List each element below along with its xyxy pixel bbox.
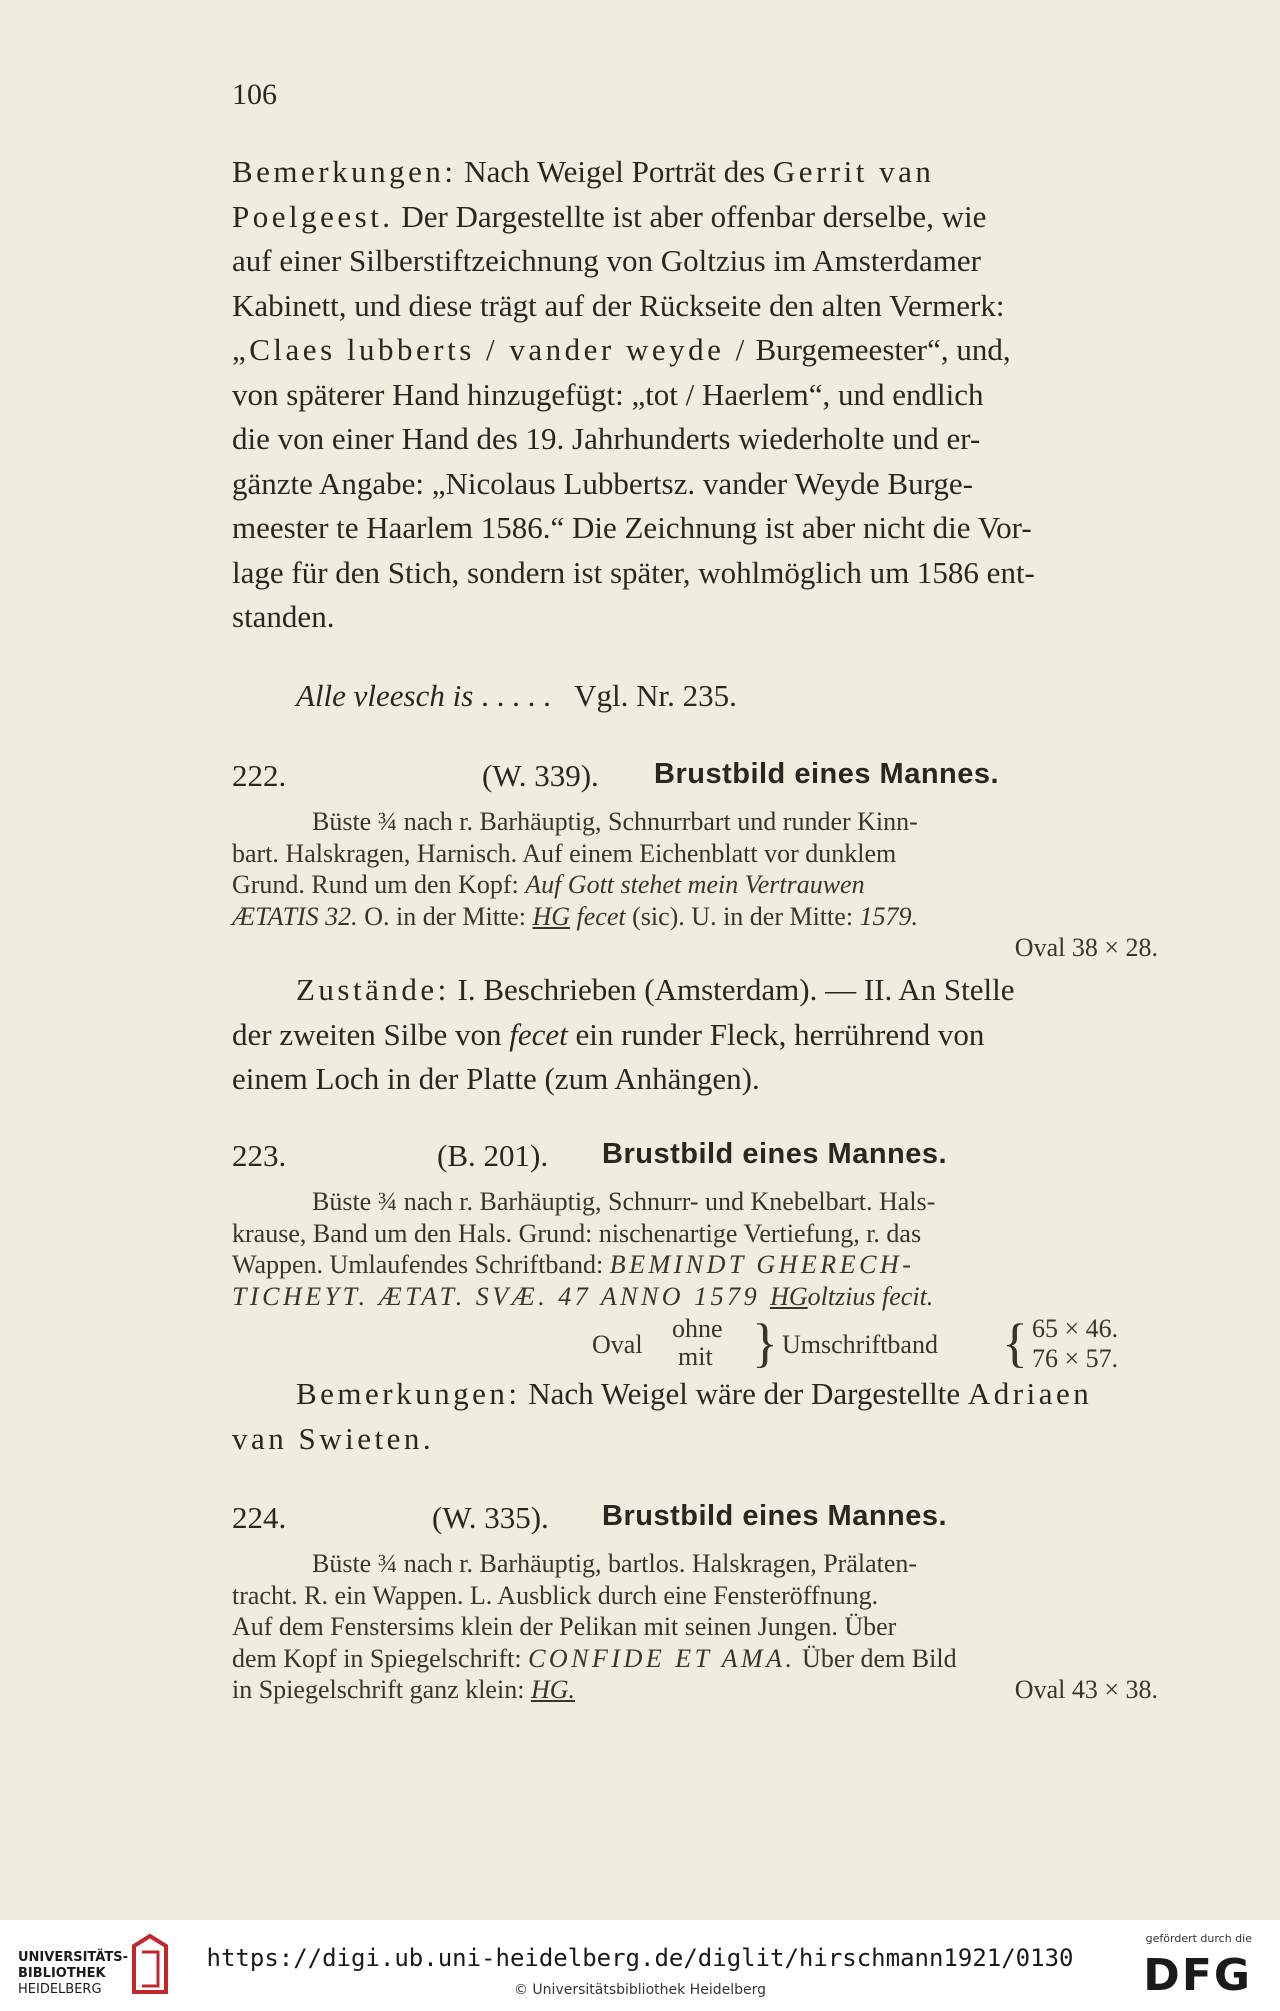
- text-line: Bemerkungen: Nach Weigel wäre der Dargestellte Adriaen: [296, 1376, 1093, 1411]
- text-line: van Swieten.: [232, 1420, 435, 1456]
- text-line: krause, Band um den Hals. Grund: nischenartige Vertiefung, r. das: [232, 1218, 922, 1248]
- dimensions: Oval 43 × 38.: [1014, 1675, 1158, 1704]
- text-line: „Claes lubberts / vander weyde / Burgemeester“, und,: [232, 332, 1011, 367]
- text-line: Grund. Rund um den Kopf: Auf Gott stehet mein Vertrauwen: [232, 870, 865, 899]
- cross-reference: Alle vleesch is . . . . . Vgl. Nr. 235.: [296, 678, 737, 713]
- dimensions: Oval 38 × 28.: [1014, 933, 1158, 962]
- text-line: lage für den Stich, sondern ist später, wohlmöglich um 1586 ent-: [232, 554, 1035, 590]
- entry-reference: (W. 339).: [482, 758, 599, 793]
- text-line: Bemerkungen: Nach Weigel Porträt des Gerrit van: [232, 154, 935, 189]
- text-line: auf einer Silberstiftzeichnung von Goltzius im Amsterdamer: [232, 243, 981, 278]
- inscription: TICHEYT. ÆTAT. SVÆ. 47 ANNO 1579: [232, 1281, 771, 1311]
- text-line: von späterer Hand hinzugefügt: „tot / Haerlem“, und endlich: [232, 376, 984, 412]
- entry-title: Brustbild eines Mannes.: [602, 1500, 948, 1532]
- entry-title: Brustbild eines Mannes.: [654, 758, 1000, 790]
- entry-222-states: [232, 968, 1178, 1102]
- entry-223-heading: [232, 1138, 1178, 1182]
- text-line: Büste ¾ nach r. Barhäuptig, Schnurr- und Knebelbart. Hals-: [312, 1187, 936, 1216]
- dfg-logo: DFG: [1143, 1950, 1252, 2001]
- text-line: ÆTATIS 32. O. in der Mitte: HG fecet (sic). U. in der Mitte: 1579.: [232, 901, 919, 931]
- entry-number: 223.: [232, 1138, 287, 1173]
- entry-224-heading: [232, 1500, 1178, 1544]
- entry-223-dimensions: Oval ohne mit } Umschriftband { 65 × 46. 76 × 57.: [592, 1313, 1119, 1373]
- entry-title: Brustbild eines Mannes.: [602, 1138, 948, 1170]
- monogram: HG: [532, 901, 571, 931]
- entry-224-description: [232, 1548, 1178, 1706]
- text-line: gänzte Angabe: „Nicolaus Lubbertsz. vander Weyde Burge-: [232, 465, 973, 501]
- inscription: ÆTATIS 32.: [232, 901, 358, 931]
- funding-note: gefördert durch die: [1145, 1932, 1252, 1945]
- text-line: meester te Haarlem 1586.“ Die Zeichnung ist aber nicht die Vor-: [232, 510, 1032, 545]
- page-number: 106: [232, 78, 277, 111]
- monogram: HG: [770, 1281, 808, 1311]
- text-line: die von einer Hand des 19. Jahrhunderts wiederholte und er-: [232, 421, 981, 456]
- entry-number: 224.: [232, 1500, 287, 1535]
- entry-223-description: [232, 1186, 1178, 1312]
- text-line: Kabinett, und diese trägt auf der Rückseite den alten Vermerk:: [232, 287, 1005, 323]
- permalink-url[interactable]: https://digi.ub.uni-heidelberg.de/diglit/hirschmann1921/0130: [206, 1944, 1074, 1972]
- inscription: CONFIDE ET AMA.: [528, 1643, 796, 1673]
- text-line: Auf dem Fenstersims klein der Pelikan mit seinen Jungen. Über: [232, 1612, 897, 1641]
- text-line: Wappen. Umlaufendes Schriftband: BEMINDT GHERECH-: [232, 1250, 915, 1279]
- entry-222-heading: [232, 758, 1178, 802]
- entry-number: 222.: [232, 758, 287, 793]
- entry-reference: (W. 335).: [432, 1500, 549, 1535]
- text-line: in Spiegelschrift ganz klein: HG. Oval 43 × 38.: [232, 1675, 1158, 1704]
- text-line: Zustände: I. Beschrieben (Amsterdam). — II. An Stelle: [296, 972, 1015, 1007]
- text-line: einem Loch in der Platte (zum Anhängen).: [232, 1061, 760, 1096]
- entry-reference: (B. 201).: [437, 1138, 549, 1173]
- remarks-paragraph: [232, 150, 1178, 640]
- text-line: dem Kopf in Spiegelschrift: CONFIDE ET AMA. Über dem Bild: [232, 1643, 957, 1673]
- text-line: bart. Halskragen, Harnisch. Auf einem Eichenblatt vor dunklem: [232, 838, 897, 868]
- brace-left-icon: {: [1002, 1313, 1028, 1373]
- entry-222-description: [232, 806, 1178, 964]
- copyright-notice: © Universitätsbibliothek Heidelberg: [513, 1982, 766, 1998]
- brace-right-icon: }: [752, 1313, 778, 1373]
- text-line: tracht. R. ein Wappen. L. Ausblick durch eine Fensteröffnung.: [232, 1580, 879, 1610]
- text-line: Büste ¾ nach r. Barhäuptig, Schnurrbart und runder Kinn-: [312, 807, 918, 836]
- text-line: der zweiten Silbe von fecet ein runder Fleck, herrührend von: [232, 1016, 985, 1052]
- text-line: standen.: [232, 599, 335, 634]
- text-line: Büste ¾ nach r. Barhäuptig, bartlos. Halskragen, Prälaten-: [312, 1549, 918, 1578]
- text-line: TICHEYT. ÆTAT. SVÆ. 47 ANNO 1579 HGoltzius fecit.: [232, 1281, 934, 1311]
- inscription: BEMINDT GHERECH-: [609, 1250, 915, 1279]
- library-logo-text: UNIVERSITÄTS- BIBLIOTHEK HEIDELBERG: [18, 1950, 128, 1997]
- footer-bar: [0, 1920, 1280, 2011]
- monogram: HG.: [530, 1675, 575, 1704]
- inscription: Auf Gott stehet mein Vertrauwen: [525, 870, 865, 899]
- entry-223-remarks: [232, 1372, 1178, 1461]
- text-line: Poelgeest. Der Dargestellte ist aber offenbar derselbe, wie: [232, 198, 987, 234]
